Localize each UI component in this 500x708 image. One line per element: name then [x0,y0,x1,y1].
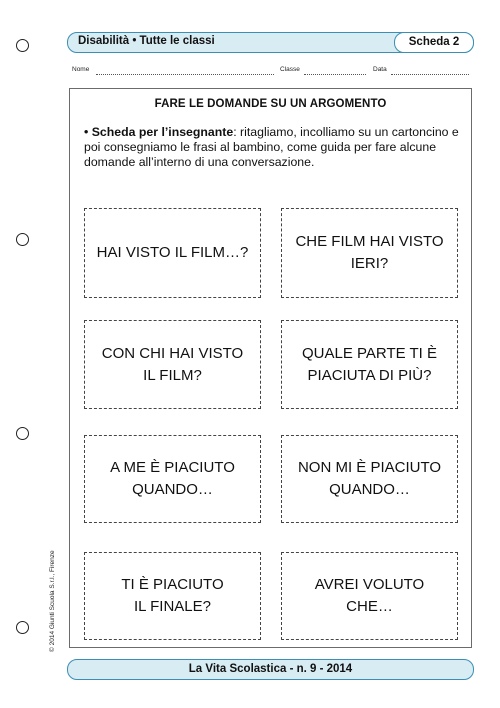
binder-hole-3 [16,427,29,440]
date-field [391,74,469,75]
class-field [304,74,366,75]
card-text: A ME È PIACIUTO QUANDO… [110,459,235,498]
question-card [84,208,261,298]
binder-hole-1 [16,39,29,52]
question-card [281,320,458,409]
instruction-text: : ritagliamo, incolliamo su un cartoncino e poi consegniamo le frasi al bambino, come guida per fare alcune domande all’interno di una conversazione. [84,125,459,169]
header-bar [67,32,474,53]
question-card [84,320,261,409]
binder-hole-4 [16,621,29,634]
student-info-row [72,66,472,78]
card-text: CHE FILM HAI VISTO IERI? [295,233,444,272]
footer-bar: La Vita Scolastica - n. 9 - 2014 [67,659,474,680]
question-card [281,208,458,298]
name-field [96,74,274,75]
card-text: NON MI È PIACIUTO QUANDO… [297,459,442,498]
instruction-bullet: • [84,125,89,139]
binder-hole-2 [16,233,29,246]
date-label: Data [373,66,387,73]
copyright-text: © 2014 Giunti Scuola S.r.l., Firenze [49,550,56,652]
teacher-instructions [84,125,459,170]
card-text: AVREI VOLUTO CHE… [314,576,425,615]
instruction-lead: Scheda per l’insegnante [91,125,234,139]
name-label: Nome [72,66,90,73]
sheet-tab: Scheda 2 [394,32,474,53]
question-card [281,435,458,523]
card-text: HAI VISTO IL FILM…? [96,244,249,261]
question-card [281,552,458,640]
worksheet-title: FARE LE DOMANDE SU UN ARGOMENTO [154,98,387,110]
question-card [84,552,261,640]
question-card [84,435,261,523]
card-text: QUALE PARTE TI È PIACIUTA DI PIÙ? [301,344,438,384]
class-label: Classe [280,66,300,73]
card-text: CON CHI HAI VISTO IL FILM? [101,344,244,384]
card-text: TI È PIACIUTO IL FINALE? [121,576,224,615]
category-label: Disabilità • Tutte le classi [78,35,215,47]
